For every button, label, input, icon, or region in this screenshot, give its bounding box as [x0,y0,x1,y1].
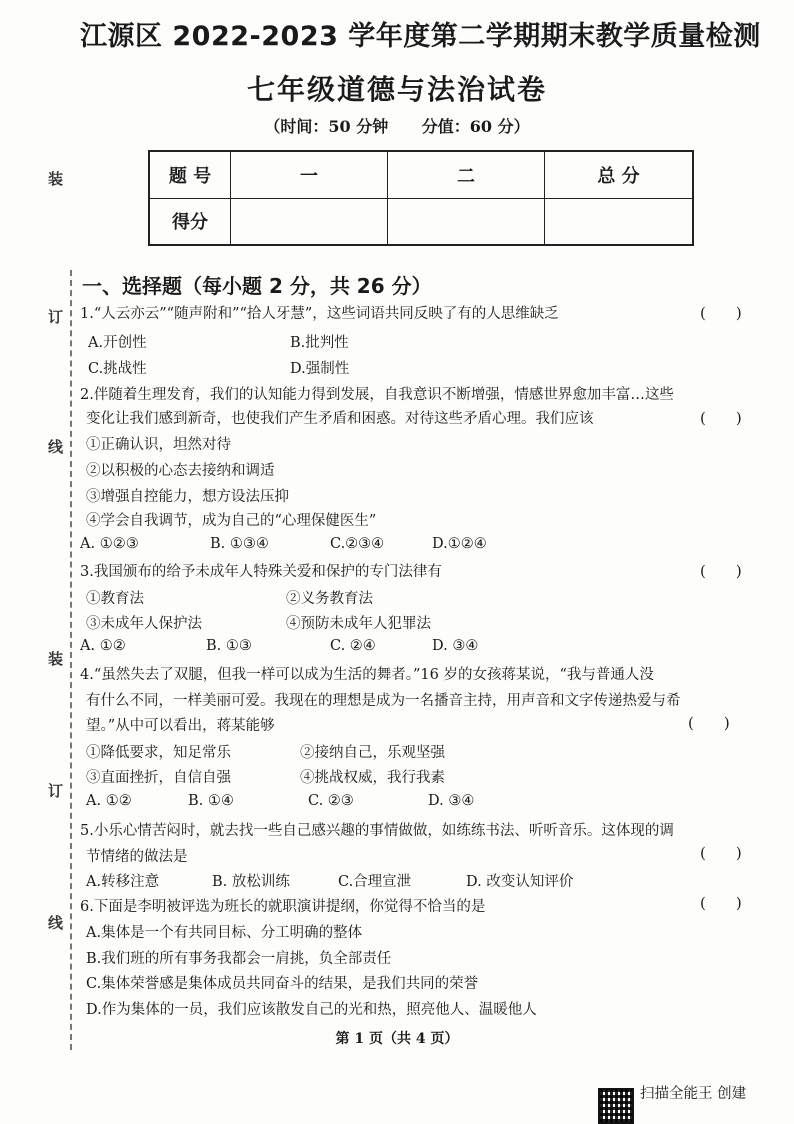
option: D. ③④ [432,638,479,654]
qr-code-icon [598,1088,634,1124]
answer-paren[interactable]: ( ) [700,304,742,322]
option: C.合理宣泄 [338,874,412,890]
statement: ②以积极的心态去接纳和调适 [86,463,275,479]
statement: ③直面挫折，自信自强 [86,770,231,786]
option: C. ②④ [330,638,376,654]
statement: ④学会自我调节，成为自己的“心理保健医生” [86,513,377,529]
question-stem: 有什么不同，一样美丽可爱。我现在的理想是成为一名播音主持，用声音和文字传递热爱与希 [86,693,681,709]
score-entry-cell[interactable] [231,198,388,245]
table-cell: 题 号 [149,151,231,198]
option: A. ①② [86,793,132,809]
question-stem: 5.小乐心情苦闷时，就去找一些自己感兴趣的事情做做，如练练书法、听听音乐。这体现的调 [80,823,674,839]
option: B.我们班的所有事务我都会一肩挑，负全部责任 [86,951,392,967]
table-cell: 总 分 [545,151,694,198]
question-stem: 2.伴随着生理发育，我们的认知能力得到发展，自我意识不断增强，情感世界愈加丰富…这些 [80,387,674,403]
statement: ②接纳自己，乐观坚强 [300,745,445,761]
statement: ③未成年人保护法 [86,616,202,632]
binding-label: 线 [48,438,64,456]
statement: ③增强自控能力，想方设法压抑 [86,489,289,505]
binding-label: 装 [48,650,64,668]
option: C.挑战性 [88,361,147,377]
question-stem: 4.“虽然失去了双腿，但我一样可以成为生活的舞者。”16 岁的女孩蒋某说，“我与普通人没 [80,667,654,683]
statement: ②义务教育法 [286,591,373,607]
statement: ①正确认识，坦然对待 [86,437,231,453]
answer-paren[interactable]: ( ) [688,714,730,732]
option: B. ①③ [206,638,252,654]
option: D. ③④ [428,793,475,809]
binding-label: 装 [48,170,64,188]
binding-label: 订 [48,308,64,326]
page-number: 第 1 页（共 4 页） [335,1031,459,1047]
table-cell: 二 [388,151,545,198]
option: A. ①② [80,638,126,654]
statement: ①教育法 [86,591,144,607]
exam-score: 分值：60 分） [421,117,530,136]
option: A.转移注意 [86,874,160,890]
exam-meta [0,114,794,137]
question-stem: 望。”从中可以看出，蒋某能够 [86,718,275,734]
option: A. ①②③ [80,536,139,552]
score-table-score-row [149,198,693,245]
option: B.批判性 [290,335,349,351]
option: A.集体是一个有共同目标、分工明确的整体 [86,925,363,941]
answer-paren[interactable]: ( ) [700,409,742,427]
statement: ④预防未成年人犯罪法 [286,616,431,632]
answer-paren[interactable]: ( ) [700,844,742,862]
option: D.强制性 [290,361,350,377]
table-cell: 一 [231,151,388,198]
option: B. ①④ [188,793,234,809]
question-stem: 6.下面是李明被评选为班长的就职演讲提纲，你觉得不恰当的是 [80,899,486,915]
option: C.②③④ [330,536,385,552]
option: D. 改变认知评价 [466,874,574,890]
option: A.开创性 [88,335,147,351]
question-stem: 节情绪的做法是 [86,849,188,865]
option: B. 放松训练 [212,874,290,890]
exam-title: 江源区 2022-2023 学年度第二学期期末教学质量检测 [80,21,761,52]
option: D.作为集体的一员，我们应该散发自己的光和热，照亮他人、温暖他人 [86,1002,537,1018]
binding-dashed-line [70,270,74,1050]
option: C. ②③ [308,793,354,809]
score-entry-cell[interactable] [545,198,694,245]
table-cell: 得分 [149,198,231,245]
question-stem: 1.“人云亦云”“随声附和”“拾人牙慧”，这些词语共同反映了有的人思维缺乏 [80,306,559,322]
scanner-watermark: 扫描全能王 创建 [640,1086,747,1102]
score-table [148,150,694,246]
binding-label: 线 [48,914,64,932]
option: B. ①③④ [210,536,269,552]
binding-label: 订 [48,782,64,800]
question-stem: 变化让我们感到新奇，也使我们产生矛盾和困惑。对待这些矛盾心理。我们应该 [86,411,594,427]
option: C.集体荣誉感是集体成员共同奋斗的结果，是我们共同的荣誉 [86,976,479,992]
score-entry-cell[interactable] [388,198,545,245]
exam-time: （时间：50 分钟 [264,117,389,136]
answer-paren[interactable]: ( ) [700,562,742,580]
statement: ①降低要求，知足常乐 [86,745,231,761]
statement: ④挑战权威，我行我素 [300,770,445,786]
section-heading: 一、选择题（每小题 2 分，共 26 分） [82,274,432,298]
score-table-header-row [149,151,693,198]
option: D.①②④ [432,536,487,552]
exam-subtitle: 七年级道德与法治试卷 [246,73,547,106]
answer-paren[interactable]: ( ) [700,894,742,912]
question-stem: 3.我国颁布的给予未成年人特殊关爱和保护的专门法律有 [80,564,442,580]
